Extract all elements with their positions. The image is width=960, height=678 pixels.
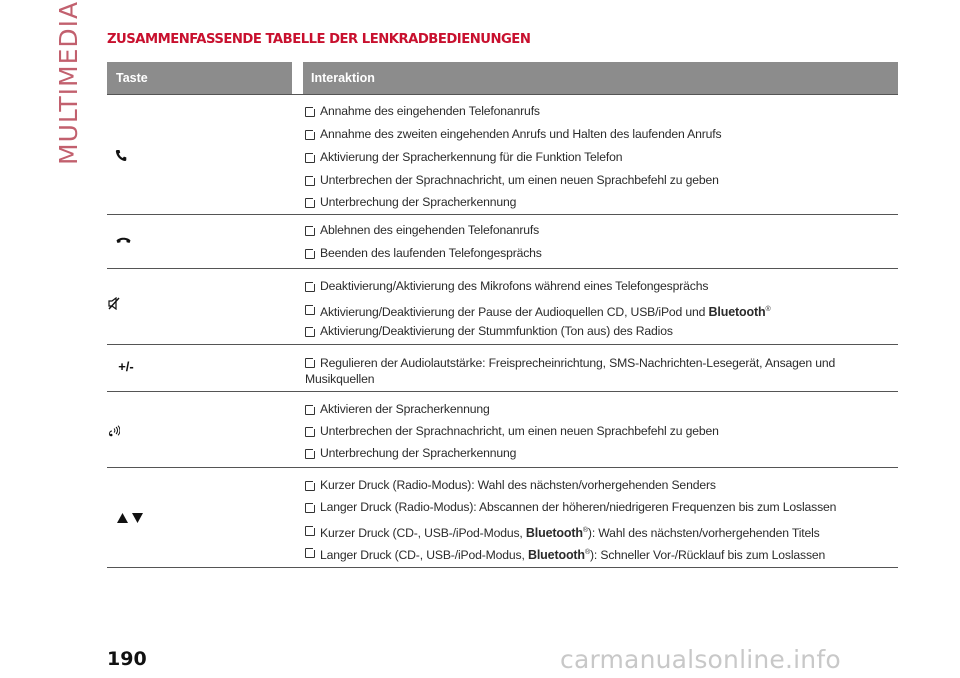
checkbox-icon (305, 427, 315, 437)
checkbox-icon (305, 305, 315, 315)
list-item: Aktivierung/Deaktivierung der Pause der Audioquellen CD, USB/iPod und Bluetooth® (305, 302, 898, 324)
table-row (107, 94, 898, 215)
page-number: 190 (107, 648, 147, 670)
header-key: Taste (107, 62, 292, 94)
header-interaction: Interaktion (303, 62, 898, 94)
voice-command-icon (107, 424, 121, 438)
watermark: carmanualsonline.info (560, 645, 841, 674)
list-item: Langer Druck (Radio-Modus): Abscannen der höheren/niedrigeren Frequenzen bis zum Loslassen (305, 500, 898, 523)
checkbox-icon (305, 226, 315, 236)
list-item: Ablehnen des eingehenden Telefonanrufs (305, 223, 898, 246)
checkbox-icon (305, 249, 315, 259)
checkbox-icon (305, 130, 315, 140)
mute-icon (107, 296, 121, 310)
list-item: Annahme des zweiten eingehenden Anrufs und Halten des laufenden Anrufs (305, 127, 898, 150)
list-item: Deaktivierung/Aktivierung des Mikrofons während eines Telefongesprächs (305, 279, 898, 302)
checkbox-icon (305, 176, 315, 186)
list-item: Beenden des laufenden Telefongesprächs (305, 246, 898, 268)
list-item: Kurzer Druck (CD-, USB-/iPod-Modus, Bluetooth®): Wahl des nächsten/vorhergehenden Titels (305, 523, 898, 545)
page-title: ZUSAMMENFASSENDE TABELLE DER LENKRADBEDIENUNGEN (107, 32, 531, 47)
table-header (107, 62, 898, 94)
checkbox-icon (305, 107, 315, 117)
list-item: Aktivierung der Spracherkennung für die Funktion Telefon (305, 150, 898, 173)
list-item: Annahme des eingehenden Telefonanrufs (305, 104, 898, 127)
list-item: Unterbrechen der Sprachnachricht, um einen neuen Sprachbefehl zu geben (305, 173, 898, 195)
section-side-label: MULTIMEDIA (54, 0, 83, 165)
volume-symbol: +/- (118, 358, 134, 374)
checkbox-icon (305, 405, 315, 415)
list-item: Unterbrechung der Spracherkennung (305, 195, 898, 217)
checkbox-icon (305, 481, 315, 491)
checkbox-icon (305, 358, 315, 368)
table-row (107, 345, 898, 392)
table-row (107, 269, 898, 345)
bluetooth-brand: Bluetooth (708, 305, 766, 320)
list-item: Unterbrechen der Sprachnachricht, um einen neuen Sprachbefehl zu geben (305, 424, 898, 446)
checkbox-icon (305, 198, 315, 208)
checkbox-icon (305, 503, 315, 513)
list-item: Unterbrechung der Spracherkennung (305, 446, 898, 468)
checkbox-icon (305, 153, 315, 163)
table-row (107, 468, 898, 568)
list-item: Regulieren der Audiolautstärke: Freisprecheinrichtung, SMS-Nachrichten-Lesegerät, Ansagen und Musikquellen (305, 356, 836, 386)
controls-table (107, 62, 898, 568)
checkbox-icon (305, 548, 315, 558)
checkbox-icon (305, 282, 315, 292)
table-row (107, 392, 898, 468)
list-item: Kurzer Druck (Radio-Modus): Wahl des nächsten/vorhergehenden Senders (305, 478, 898, 500)
checkbox-icon (305, 526, 315, 536)
list-item: Aktivierung/Deaktivierung der Stummfunktion (Ton aus) des Radios (305, 324, 898, 346)
bluetooth-brand: Bluetooth (525, 526, 583, 541)
checkbox-icon (305, 449, 315, 459)
phone-hangup-icon (115, 234, 131, 246)
checkbox-icon (305, 327, 315, 337)
list-item: Aktivieren der Spracherkennung (305, 402, 898, 424)
bluetooth-brand: Bluetooth (527, 548, 585, 563)
phone-accept-icon (114, 148, 128, 162)
table-row (107, 215, 898, 269)
list-item: Langer Druck (CD-, USB-/iPod-Modus, Bluetooth®): Schneller Vor-/Rücklauf bis zum Loslassen (305, 545, 898, 567)
up-down-arrows-icon (115, 511, 145, 525)
